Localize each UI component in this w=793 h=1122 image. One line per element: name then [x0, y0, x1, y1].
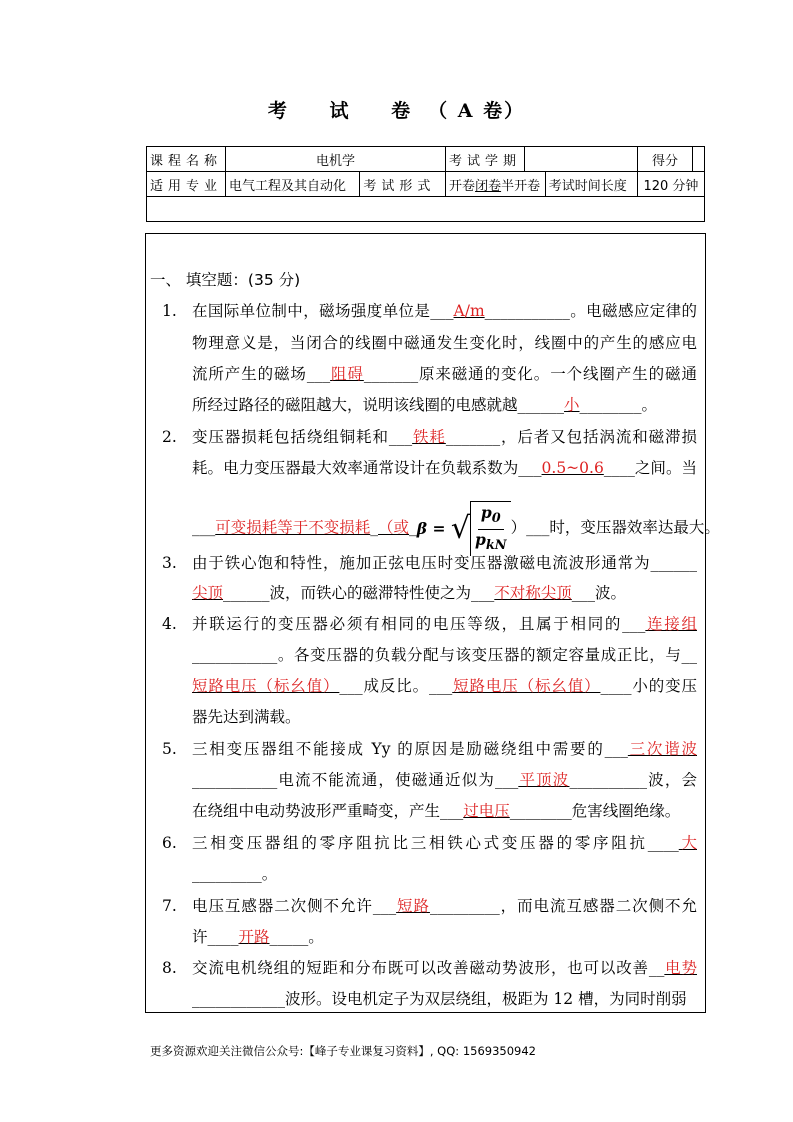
- question-text: 并联运行的变压器必须有相同的电压等级，且属于相同的___: [192, 615, 646, 633]
- blank-row: [147, 197, 705, 222]
- question-line: [192, 613, 697, 635]
- question-text: _: [370, 518, 379, 537]
- question-line: [192, 738, 697, 760]
- question-line: [192, 800, 697, 822]
- term-label: 考试学期: [446, 147, 525, 172]
- question-text: 变压器损耗包括绕组铜耗和___: [192, 428, 413, 446]
- section-heading: 一、 填空题：(35 分): [150, 271, 301, 289]
- question-text: 器先达到满载。: [192, 708, 301, 726]
- answer-text: 电势: [664, 959, 697, 977]
- question-text: 流所产生的磁场___: [192, 365, 331, 383]
- question-text: 物理意义是，当闭合的线圈中磁通发生变化时，线圈中的产生的感应电: [192, 334, 697, 352]
- question-text: ___________。各变压器的负载分配与该变压器的额定容量成正比，与__: [192, 646, 697, 664]
- question-text: ______波，而铁心的磁滞特性使之为___: [223, 584, 495, 602]
- question-line: [192, 769, 697, 791]
- answer-text: 不对称尖顶: [494, 584, 572, 602]
- time-value: 120 分钟: [637, 172, 704, 197]
- question-line: [192, 957, 697, 979]
- question-text: ___波。: [571, 584, 627, 602]
- question-text: 在绕组中电动势波形严重畸变，产生___: [192, 802, 464, 820]
- footer-note: 更多资源欢迎关注微信公众号:【峰子专业课复习资料】, QQ: 1569350942: [150, 1044, 536, 1058]
- question-line: [192, 863, 697, 885]
- answer-text: 短路电压（标幺值）: [452, 677, 601, 695]
- answer-text: （或: [378, 518, 410, 537]
- question-line: [192, 457, 697, 479]
- term-value: [525, 147, 638, 172]
- question-text: _____。: [269, 928, 324, 946]
- question-text: 三相变压器组的零序阻抗比三相铁心式变压器的零序阻抗____: [192, 834, 679, 852]
- question-line: [192, 582, 697, 604]
- question-line: [192, 426, 697, 448]
- question-text: ___________。电磁感应定律的: [484, 302, 697, 320]
- beta-formula: β = √ $p_0$ $p_{kN}$: [417, 501, 511, 556]
- question-line: [192, 832, 697, 854]
- major-label: 适用专业: [147, 172, 226, 197]
- question-number: 4.: [162, 615, 177, 633]
- question-text: 三相变压器组不能接成 Yy 的原因是励磁绕组中需要的___: [192, 740, 628, 758]
- time-label: 考试时间长度: [545, 172, 637, 197]
- question-text: __________波，会: [569, 771, 697, 789]
- question-number: 8.: [162, 959, 177, 977]
- question-text: 许____: [192, 928, 239, 946]
- question-line: [192, 675, 697, 697]
- question-line: [192, 644, 697, 666]
- score-label: 得分: [637, 147, 692, 172]
- question-text: _______，后者又包括涡流和磁滞损: [445, 428, 697, 446]
- beta-symbol: β =: [416, 518, 446, 538]
- question-text: _________。: [192, 865, 278, 883]
- question-text: ）___时，变压器效率达最大。: [510, 518, 720, 537]
- question-text: _________，而电流互感器二次侧不允: [429, 897, 697, 915]
- answer-text: 短路: [396, 897, 430, 915]
- question-number: 2.: [162, 428, 177, 446]
- question-text: ___________电流不能流通，使磁通近似为___: [192, 771, 519, 789]
- question-text: 在国际单位制中，磁场强度单位是___: [192, 302, 454, 320]
- answer-text: 阻碍: [330, 365, 364, 383]
- question-number: 6.: [162, 834, 177, 852]
- answer-text: 三次谐波: [627, 740, 697, 758]
- question-text: ___: [192, 518, 216, 537]
- score-value: [693, 147, 705, 172]
- question-text: ____________波形。设电机定子为双层绕组，极距为 12 槽，为同时削弱: [192, 990, 687, 1008]
- answer-text: 平顶波: [518, 771, 570, 789]
- question-number: 1.: [162, 302, 177, 320]
- question-text: 电压互感器二次侧不允许___: [192, 897, 397, 915]
- question-line: [192, 706, 697, 728]
- question-number: 3.: [162, 554, 177, 572]
- question-line: [192, 552, 697, 574]
- exam-info-table: [146, 146, 705, 222]
- answer-text: 铁耗: [412, 428, 446, 446]
- question-text: _______原来磁通的变化。一个线圈产生的磁通: [363, 365, 697, 383]
- question-text: ___成反比。___: [339, 677, 453, 695]
- question-text: 所经过路径的磁阻越大，说明该线圈的电感就越______: [192, 396, 565, 414]
- answer-text: 尖顶: [192, 584, 224, 602]
- question-text: 交流电机绕组的短距和分布既可以改善磁动势波形，也可以改善__: [192, 959, 665, 977]
- answer-text: 可变损耗等于不变损耗: [215, 518, 371, 537]
- question-text: ____小的变压: [600, 677, 697, 695]
- answer-text: 小: [564, 396, 580, 414]
- form-label: 考试形式: [360, 172, 446, 197]
- question-line: [192, 363, 697, 385]
- question-number: 7.: [162, 897, 177, 915]
- question-text: _: [409, 518, 417, 537]
- question-line: [192, 501, 720, 554]
- question-text: 由于铁心饱和特性，施加正弦电压时变压器激磁电流波形通常为______: [192, 554, 697, 572]
- question-text: ________危害线圈绝缘。: [509, 802, 681, 820]
- course-value: 电机学: [226, 147, 446, 172]
- question-line: [192, 332, 697, 354]
- course-label: 课程名称: [147, 147, 226, 172]
- question-text: ________。: [579, 396, 658, 414]
- question-line: [192, 895, 697, 917]
- answer-text: 大: [678, 834, 697, 852]
- major-value: 电气工程及其自动化: [226, 172, 360, 197]
- question-number: 5.: [162, 740, 177, 758]
- answer-text: 连接组: [645, 615, 697, 633]
- exam-title: 考 试 卷（ A 卷）: [267, 100, 526, 122]
- question-line: [192, 300, 697, 322]
- question-line: [192, 926, 697, 948]
- answer-text: 开路: [238, 928, 270, 946]
- form-value: 开卷闭卷半开卷: [446, 172, 546, 197]
- answer-text: 短路电压（标幺值）: [192, 677, 340, 695]
- question-line: [192, 394, 697, 416]
- answer-text: A/m: [453, 302, 485, 320]
- question-text: ____之间。当: [603, 459, 697, 477]
- question-text: 耗。电力变压器最大效率通常设计在负载系数为___: [192, 459, 542, 477]
- question-line: [192, 988, 697, 1010]
- answer-text: 过电压: [463, 802, 510, 820]
- answer-text: 0.5~0.6: [541, 459, 604, 477]
